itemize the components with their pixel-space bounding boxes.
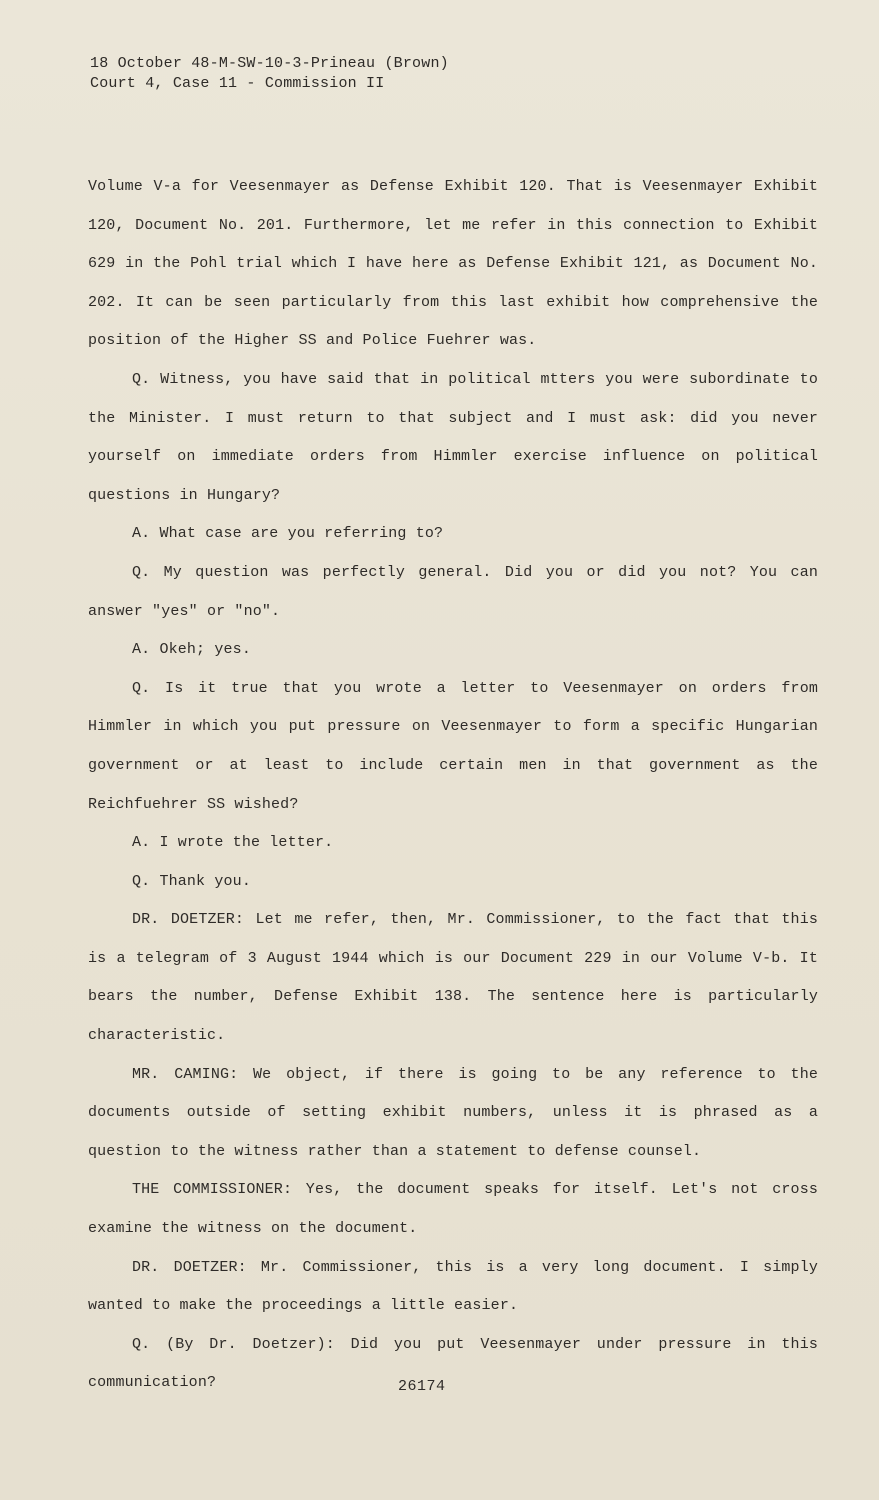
paragraph: THE COMMISSIONER: Yes, the document speaks for itself. Let's not cross examine the witness on the document. xyxy=(88,1181,818,1238)
paragraph: A. I wrote the letter. xyxy=(132,834,334,852)
paragraph: A. Okeh; yes. xyxy=(132,641,251,659)
paragraph: DR. DOETZER: Mr. Commissioner, this is a very long document. I simply wanted to make the proceedings a little easier. xyxy=(88,1258,818,1315)
paragraph: Q. (By Dr. Doetzer): Did you put Veesenmayer under pressure in this communication? xyxy=(88,1335,818,1392)
paragraph: MR. CAMING: We object, if there is going to be any reference to the documents outside of setting exhibit numbers, unless it is phrased as a question to the witness rather than a statement to defense counsel. xyxy=(88,1065,818,1160)
transcript-body xyxy=(88,168,818,1403)
paragraph: Volume V-a for Veesenmayer as Defense Exhibit 120. That is Veesenmayer Exhibit 120, Document No. 201. Furthermore, let me refer in this connection to Exhibit 629 in the Pohl trial which I have here as Defense Exhibit 121, as Document No. 202. It can be seen particularly from this last exhibit how comprehensive the position of the Higher SS and Police Fuehrer was. xyxy=(88,178,818,350)
page-number: 26174 xyxy=(398,1378,446,1395)
paragraph: A. What case are you referring to? xyxy=(132,525,444,543)
paragraph: Q. My question was perfectly general. Did you or did you not? You can answer "yes" or "no". xyxy=(88,563,818,620)
paragraph: DR. DOETZER: Let me refer, then, Mr. Commissioner, to the fact that this is a telegram of 3 August 1944 which is our Document 229 in our Volume V-b. It bears the number, Defense Exhibit 138. The sentence here is particularly characteristic. xyxy=(88,911,818,1045)
paragraph: Q. Thank you. xyxy=(132,872,251,890)
paragraph: Q. Is it true that you wrote a letter to Veesenmayer on orders from Himmler in which you put pressure on Veesenmayer to form a specific Hungarian government or at least to include certain men in that government as the Reichfuehrer SS wished? xyxy=(88,679,818,813)
paragraph: Q. Witness, you have said that in political mtters you were subordinate to the Minister. I must return to that subject and I must ask: did you never yourself on immediate orders from Himmler exercise influence on political questions in Hungary? xyxy=(88,370,818,504)
header-line-1: 18 October 48-M-SW-10-3-Prineau (Brown) xyxy=(90,55,449,72)
page-header xyxy=(90,54,449,94)
header-line-2: Court 4, Case 11 - Commission II xyxy=(90,75,385,92)
